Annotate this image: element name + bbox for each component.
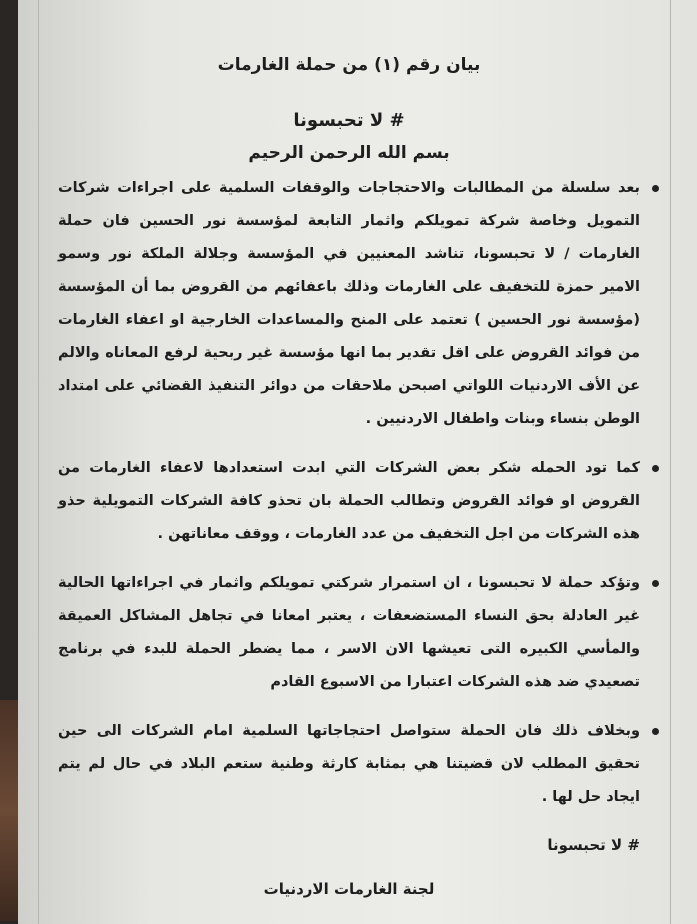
paragraph-2 <box>58 452 640 551</box>
bullet-icon <box>652 580 659 587</box>
paragraph-2-line: كما تود الحمله شكر بعض الشركات التي ابدت استعدادها لاعفاء الغارمات من القروض او <box>58 460 641 509</box>
paragraph-1-line: الغارمات وذلك باعفائهم من القروض بما أن المؤسسة (مؤسسة نور الحسين ) تعتمد على <box>58 279 640 328</box>
paragraph-3 <box>58 567 640 699</box>
paragraph-1 <box>58 172 640 436</box>
paragraph-1-line: المنح والمساعدات الخارجية او اعفاء الغارمات من فوائد القروض على اقل تقدير بما انها <box>58 312 640 361</box>
page-border-line <box>670 0 671 924</box>
paragraph-3-line: وتؤكد حملة لا تحبسونا ، ان استمرار شركتي تمويلكم واثمار في اجراءاتها الحالية غير <box>58 575 640 624</box>
document-title: بيان رقم (١) من حملة الغارمات <box>217 55 481 75</box>
document-page <box>18 0 697 924</box>
paragraph-3-line: العادلة بحق النساء المستضعفات ، يعتبر امعانا في تجاهل المشاكل العميقة والمأسي الكبيره <box>58 608 640 657</box>
page-border-line <box>38 0 39 924</box>
bullet-icon <box>652 465 659 472</box>
paragraph-1-line: تحبسونا، تناشد المعنيين في المؤسسة وجلالة الملكة نور وسمو الامير حمزة للتخفيف على <box>58 246 640 295</box>
bullet-icon <box>652 728 659 735</box>
bullet-icon <box>652 185 659 192</box>
paragraph-3-line: اعتبارا من الاسبوع القادم <box>270 674 453 690</box>
paragraph-2-line: فوائد القروض وتطالب الحملة بان تحذو كافة الشركات التمويلية حذو هذه الشركات من اجل <box>58 493 640 542</box>
paragraph-1-line: دوائر التنفيذ القضائي على امتداد الوطن بنساء وبنات واطفال الاردنيين . <box>58 378 640 427</box>
hashtag-footer: # لا تحبسونا <box>547 836 640 854</box>
paragraph-4-line: وبخلاف ذلك فان الحملة ستواصل احتجاجاتها السلمية امام الشركات الى حين تحقيق <box>58 723 640 772</box>
paragraph-1-line: وخاصة شركة تمويلكم واثمار التابعة لمؤسسة نور الحسين فان حملة الغارمات / لا <box>58 213 641 262</box>
paragraph-3-line: التى تعيشها الان الاسر ، مما يضطر الحملة للبدء في برنامج تصعيدي ضد هذه الشركات <box>58 641 640 690</box>
paragraph-1-line: مؤسسة غير ربحية لرفع المعاناه والالم عن الأف الاردنيات اللواتي اصبحن ملاحقات من <box>58 345 640 394</box>
paragraph-4-line: المطلب لان قضيتنا هي بمثابة كارثة وطنية ستعم البلاد في حال لم يتم ايجاد حل لها . <box>58 756 640 805</box>
hashtag-heading: # لا تحبسونا <box>293 110 405 131</box>
paragraph-1-line: بعد سلسلة من المطالبات والاحتجاجات والوقفات السلمية على اجراءات شركات التمويل <box>58 180 640 229</box>
basmala: بسم الله الرحمن الرحيم <box>248 143 450 163</box>
paragraph-4 <box>58 715 640 814</box>
paragraph-2-line: التخفيف من عدد الغارمات ، ووقف معاناتهن . <box>157 526 480 542</box>
signature: لجنة الغارمات الاردنيات <box>263 880 435 898</box>
